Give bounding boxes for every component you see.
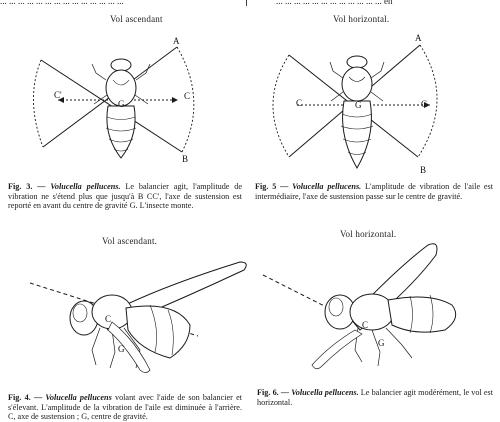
fig5-caption-text: L'amplitude de vibration de l'aile est intermédiaire, l'axe de sustension passe sur le centre de gravité.: [255, 182, 493, 201]
fig5-label-c-right: C: [421, 99, 428, 109]
fig5-label-b: B: [420, 165, 427, 175]
fig3-caption: [8, 182, 242, 211]
fig6-label-g: G: [378, 338, 385, 348]
fig3-caption-number: Fig. 3. —: [8, 182, 46, 191]
fig5-label-a: A: [415, 33, 422, 43]
fig6-title: Vol horizontal.: [340, 229, 397, 239]
running-text-right: ... ... ... ... ... ... ... ... ... ... ... ... en: [276, 0, 393, 6]
running-text-left: ... ... ... ... ... ... ... ... ... ... ... ... ... ...: [0, 0, 124, 6]
fig6-caption-text: Le balancier agit modérément, le vol est horizontal.: [257, 388, 494, 407]
fig5-caption-species: Volucella pellucens.: [292, 182, 362, 191]
fig4-label-g: G: [118, 344, 125, 354]
fig5-caption-number: Fig. 5 —: [255, 182, 289, 191]
fig6-caption-species: Volucella pellucens.: [291, 388, 359, 397]
fig3-drawing: [33, 47, 193, 158]
fig5-title: Vol horizontal.: [333, 14, 390, 24]
fig6-drawing: [263, 244, 456, 369]
fig3-caption-text: Le balancier agit, l'amplitude de vibration ne s'étend plus que jusqu'à B CC', l'axe de sustension est reporté en avant du centre de gravité G. L'insecte monte.: [8, 182, 243, 211]
fig4-drawing: [30, 262, 246, 373]
fig6-caption-number: Fig. 6. —: [257, 388, 290, 397]
fig3-caption-species: Volucella pellucens.: [50, 182, 121, 191]
fig4-caption-species: Volucella pellucens: [45, 393, 112, 402]
fig3-label-c-prime: C': [54, 90, 62, 100]
fig3-title: Vol ascendant: [110, 14, 163, 24]
fig3-label-g: G: [118, 99, 125, 109]
fig5-label-g: G: [355, 100, 362, 110]
fig4-caption-number: Fig. 4. —: [8, 393, 43, 402]
fig3-label-c: C: [184, 91, 191, 101]
fig6-caption: [257, 388, 493, 407]
fig3-label-a: A: [173, 36, 180, 46]
fig5-label-c-left: C: [296, 98, 303, 108]
fig4-caption: [8, 393, 242, 422]
fig4-label-c: C: [105, 314, 112, 324]
fig4-caption-text: volant avec l'aide de son balancier et s'élevant. L'amplitude de la vibration de l'aile est diminuée à l'arrière. C, axe de sustension ; G, centre de gravité.: [8, 393, 243, 422]
fig5-caption: [255, 182, 493, 201]
fig4-title: Vol ascendant.: [102, 236, 158, 246]
fig6-label-c: C: [362, 320, 369, 330]
fig3-label-b: B: [182, 154, 189, 164]
